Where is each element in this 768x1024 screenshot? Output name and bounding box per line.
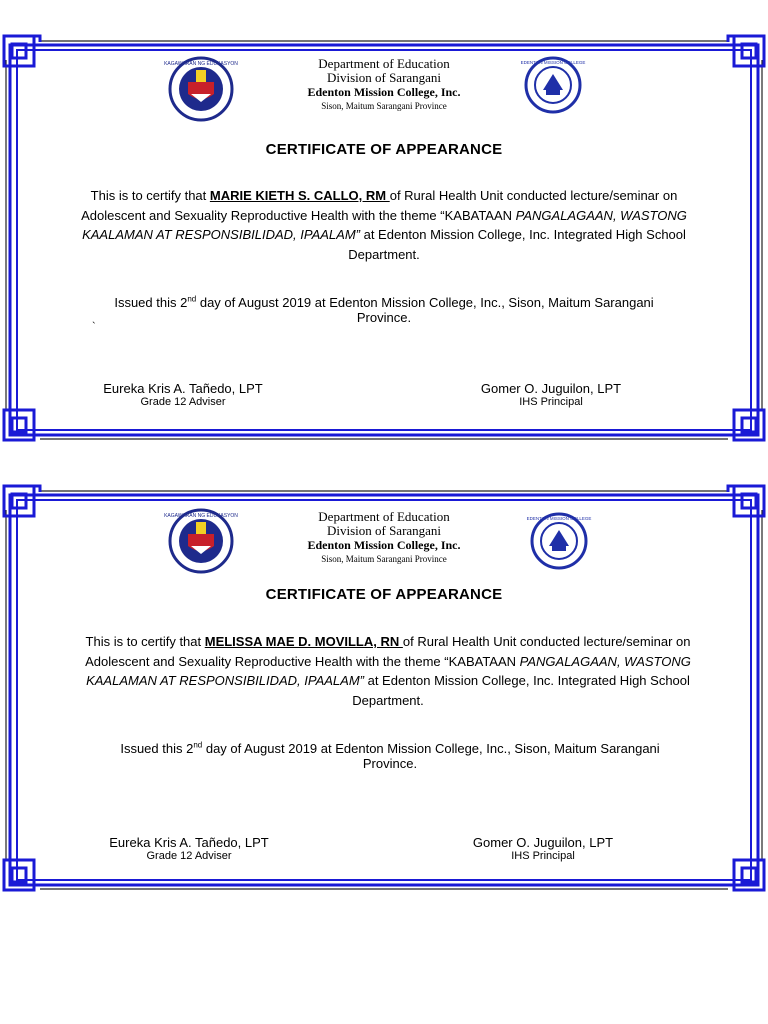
certificate-1 [0, 0, 768, 450]
header-line-4: Sison, Maitum Sarangani Province [321, 101, 447, 111]
body-text: of Rural Health Unit conducted lecture/seminar on Adolescent and Sexuality Reproductive Health with the theme “KABATAAN [85, 634, 691, 669]
deped-seal-text: KAGAWARAN NG EDUKASYON [164, 61, 238, 67]
signatory-right [428, 835, 658, 863]
theme-italic-2: , WASTONG KAALAMAN AT RESPONSIBILIDAD, IPAALAM” [86, 653, 691, 688]
certificate-2 [0, 450, 768, 910]
issued-line [86, 295, 682, 325]
header-line-3: Edenton Mission College, Inc. [307, 85, 461, 99]
emc-seal-text: EDENTON MISSION COLLEGE [526, 516, 592, 521]
body-text-end: at Edenton Mission College, Inc. Integrated High School Department. [348, 227, 686, 262]
issued-prefix: Issued this 2 [114, 295, 188, 310]
certificate-body [76, 186, 692, 264]
signatory-right-name: Gomer O. Juguilon, LPT [480, 381, 622, 396]
letterhead [0, 57, 768, 113]
issued-rest: day of August 2019 at Edenton Mission College, Inc., Sison, Maitum Sarangani Province. [196, 295, 654, 325]
certificate-title: CERTIFICATE OF APPEARANCE [265, 141, 503, 158]
header-line-1: Department of Education [318, 56, 450, 71]
signatory-left [70, 381, 296, 409]
header-line-3: Edenton Mission College, Inc. [307, 538, 461, 552]
header-line-2: Division of Sarangani [326, 523, 442, 538]
signatory-left-name: Eureka Kris A. Tañedo, LPT [103, 381, 263, 396]
recipient-name: MARIE KIETH S. CALLO, RM [209, 188, 390, 203]
issued-rest: day of August 2019 at Edenton Mission College, Inc., Sison, Maitum Sarangani Province. [202, 741, 660, 771]
signatory-right [436, 381, 666, 409]
header-line-4: Sison, Maitum Sarangani Province [321, 554, 447, 564]
header-line-1: Department of Education [318, 509, 450, 524]
issued-prefix: Issued this 2 [120, 741, 194, 756]
stray-mark: ` [92, 321, 96, 333]
signatory-left-role: Grade 12 Adviser [140, 396, 226, 408]
intro-text: This is to certify that [85, 634, 205, 649]
letterhead [0, 510, 768, 566]
signatory-left-role: Grade 12 Adviser [146, 850, 232, 862]
issued-sup: nd [187, 294, 197, 304]
deped-seal-text: KAGAWARAN NG EDUKASYON [164, 513, 238, 519]
emc-seal-text: EDENTON MISSION COLLEGE [520, 60, 586, 65]
certificate-body [82, 632, 694, 710]
body-text: of Rural Health Unit conducted lecture/seminar on Adolescent and Sexuality Reproductive Health with the theme “KABATAAN [81, 188, 678, 223]
issued-sup: nd [193, 740, 203, 750]
theme-italic: PANGALAGAAN, WASTONG KAALAMAN AT RESPONSIBILIDAD, IPAALAM” [82, 207, 687, 242]
signatory-left [76, 835, 302, 863]
theme-italic: PANGALAGAAN [519, 653, 617, 669]
signatory-right-role: IHS Principal [511, 850, 575, 862]
signatory-right-role: IHS Principal [519, 396, 583, 408]
signatory-right-name: Gomer O. Juguilon, LPT [472, 835, 614, 850]
certificate-title: CERTIFICATE OF APPEARANCE [265, 586, 503, 603]
header-line-2: Division of Sarangani [326, 70, 442, 85]
signatory-left-name: Eureka Kris A. Tañedo, LPT [109, 835, 269, 850]
body-text-end: at Edenton Mission College, Inc. Integrated High School Department. [352, 673, 690, 708]
intro-text: This is to certify that [90, 188, 210, 203]
issued-line [92, 741, 688, 771]
recipient-name: MELISSA MAE D. MOVILLA, RN [204, 634, 403, 649]
